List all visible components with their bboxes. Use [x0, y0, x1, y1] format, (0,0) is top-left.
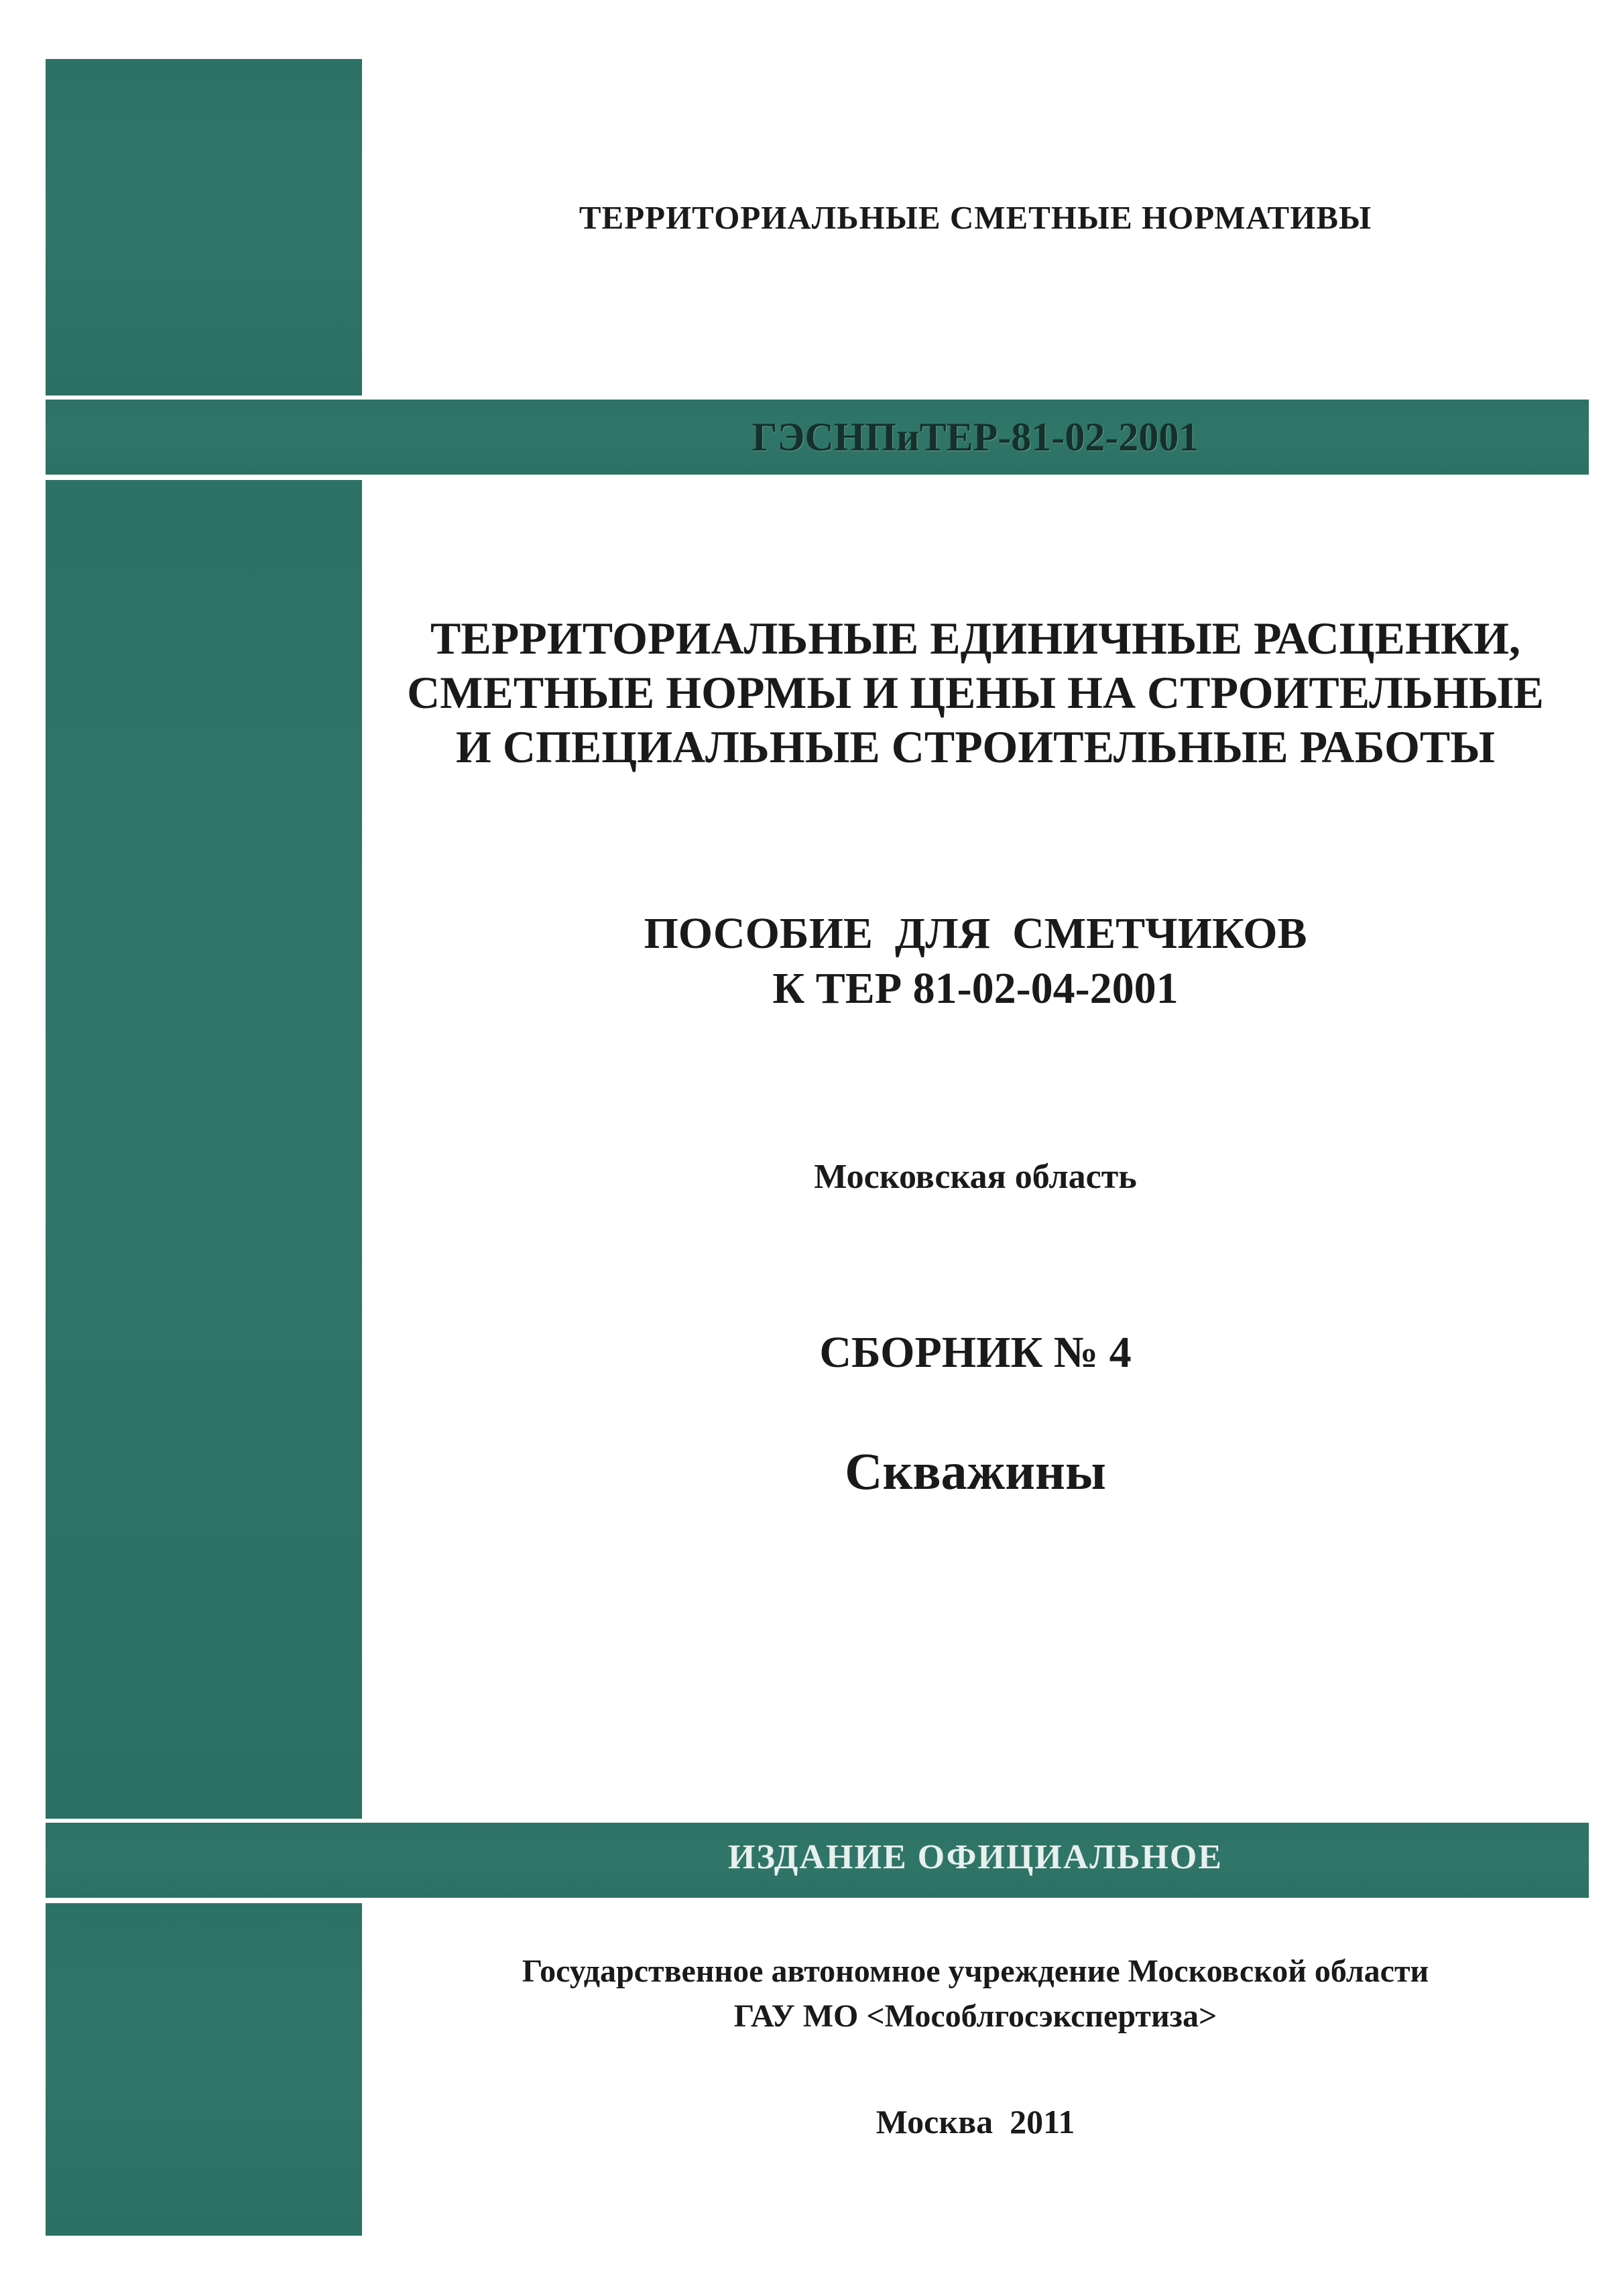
publisher-line: ГАУ МО <Мособлгосэкспертиза> [733, 1998, 1217, 2034]
main-title-line: СМЕТНЫЕ НОРМЫ И ЦЕНЫ НА СТРОИТЕЛЬНЫЕ [407, 667, 1544, 718]
manual-title-line: К ТЕР 81-02-04-2001 [772, 964, 1179, 1013]
main-title-line: ТЕРРИТОРИАЛЬНЫЕ ЕДИНИЧНЫЕ РАСЦЕНКИ, [430, 613, 1520, 664]
city-year: Москва 2011 [876, 2103, 1075, 2140]
document-code: ГЭСНПиТЕР-81-02-2001 [752, 415, 1199, 459]
collection-subject: Скважины [845, 1442, 1106, 1500]
manual-title-line: ПОСОБИЕ ДЛЯ СМЕТЧИКОВ [644, 909, 1307, 958]
publisher [362, 1949, 1589, 2039]
green-side-stripe-top [46, 59, 362, 396]
green-side-stripe-middle [46, 480, 362, 1819]
manual-title [362, 906, 1589, 1016]
main-title [362, 611, 1589, 774]
main-title-line: И СПЕЦИАЛЬНЫЕ СТРОИТЕЛЬНЫЕ РАБОТЫ [455, 721, 1496, 772]
publisher-line: Государственное автономное учреждение Московской области [522, 1953, 1429, 1989]
edition-label: ИЗДАНИЕ ОФИЦИАЛЬНОЕ [728, 1838, 1223, 1876]
region: Московская область [814, 1158, 1137, 1196]
green-side-stripe-bottom [46, 1903, 362, 2236]
collection-number: СБОРНИК № 4 [819, 1328, 1132, 1377]
series-header: ТЕРРИТОРИАЛЬНЫЕ СМЕТНЫЕ НОРМАТИВЫ [579, 199, 1372, 236]
